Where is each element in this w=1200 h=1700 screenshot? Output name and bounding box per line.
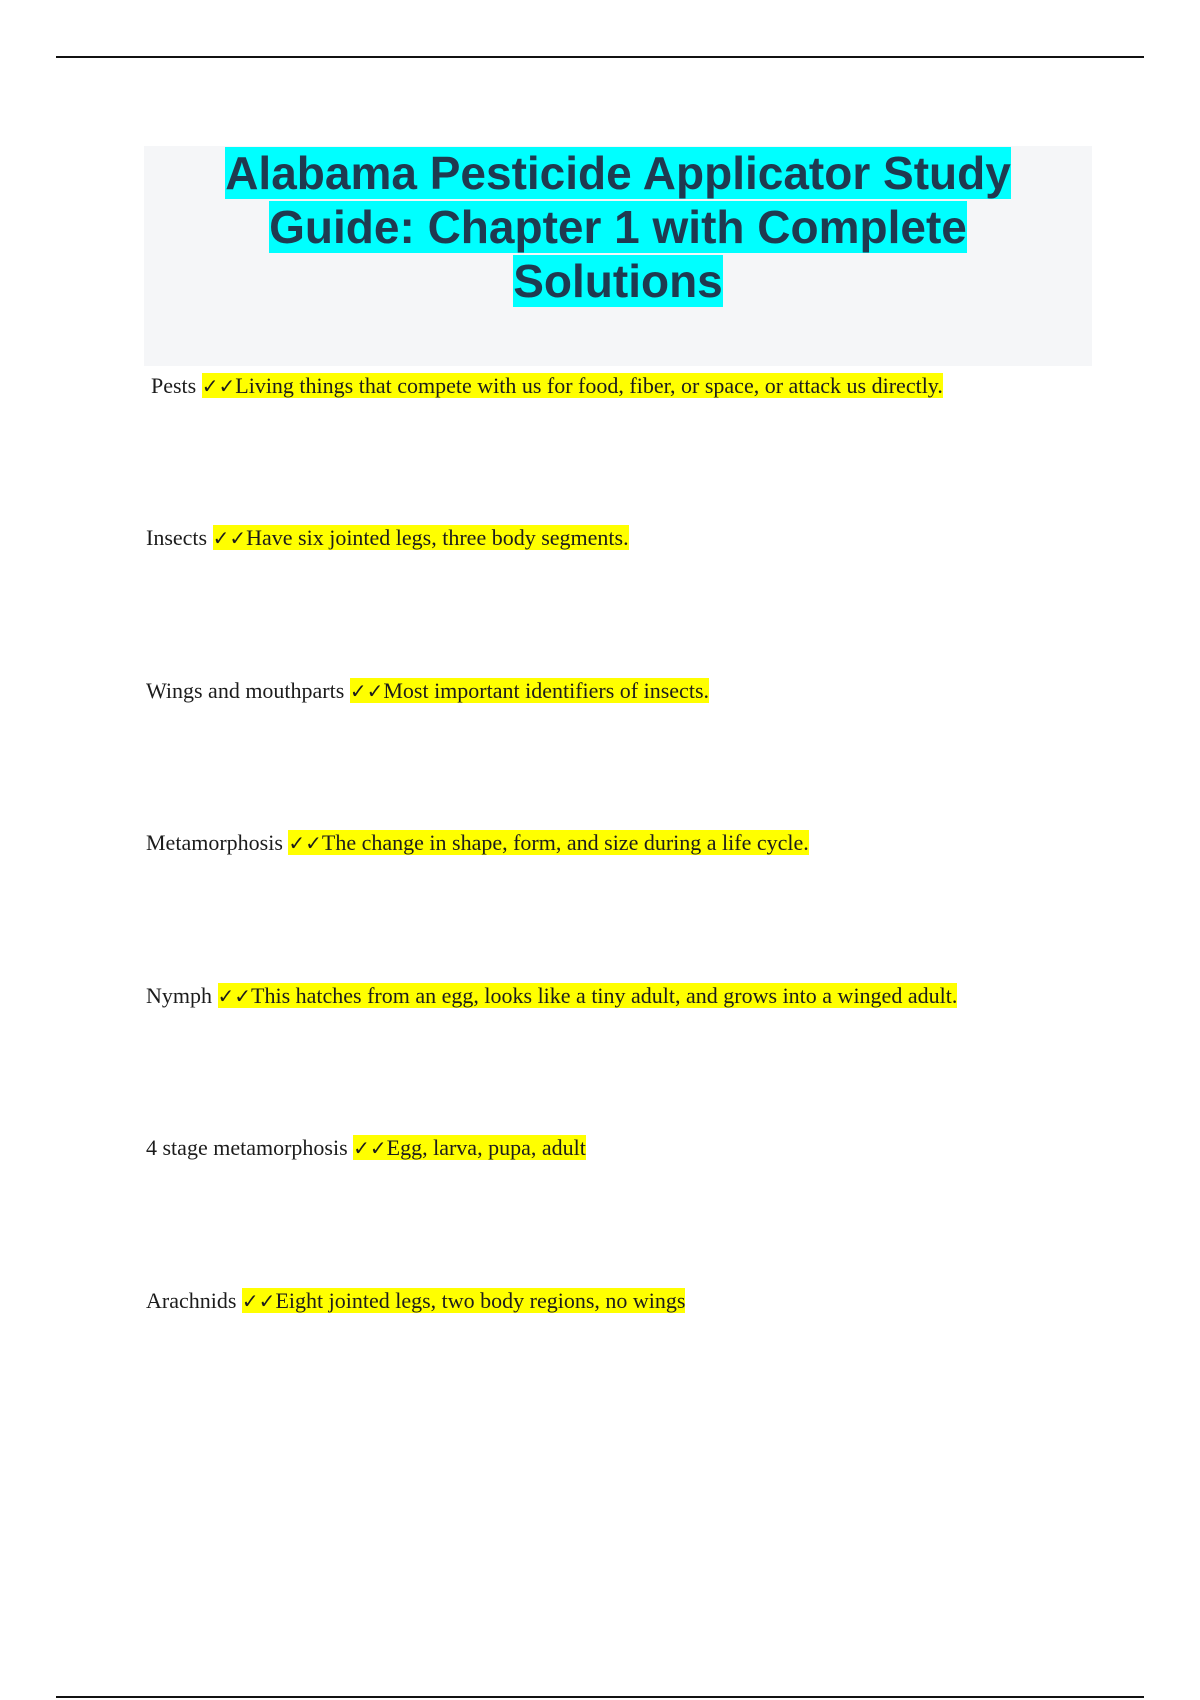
check-icon: ✓✓ <box>212 526 247 550</box>
entry-answer-text: Eight jointed legs, two body regions, no wings <box>275 1288 686 1313</box>
entry-answer-text: The change in shape, form, and size during a life cycle. <box>321 830 809 855</box>
entry-term: Nymph <box>146 983 212 1008</box>
entry-term: 4 stage metamorphosis <box>146 1135 348 1160</box>
entry-answer-text: This hatches from an egg, looks like a tiny adult, and grows into a winged adult. <box>251 983 958 1008</box>
entry-answer <box>242 1288 686 1313</box>
entry-answer-text: Most important identifiers of insects. <box>383 678 709 703</box>
title-line-2: Guide: Chapter 1 with Complete <box>269 201 967 253</box>
page-title <box>221 146 1015 308</box>
check-icon: ✓✓ <box>241 1289 276 1313</box>
entry-answer <box>213 525 629 550</box>
entry-term: Metamorphosis <box>146 830 283 855</box>
entry-arachnids <box>146 1286 685 1316</box>
entry-answer <box>202 373 943 398</box>
entry-wings-mouthparts <box>146 676 709 706</box>
entry-answer <box>218 983 958 1008</box>
check-icon: ✓✓ <box>349 679 384 703</box>
entry-answer <box>288 830 808 855</box>
bottom-rule <box>56 1696 1144 1698</box>
entry-answer <box>350 678 709 703</box>
entry-nymph <box>146 981 957 1011</box>
entry-answer <box>353 1135 586 1160</box>
entry-metamorphosis <box>146 828 809 858</box>
entry-term: Arachnids <box>146 1288 237 1313</box>
check-icon: ✓✓ <box>288 831 322 855</box>
title-block <box>144 146 1092 366</box>
entry-answer-text: Living things that compete with us for food, fiber, or space, or attack us directly. <box>235 373 943 398</box>
check-icon: ✓✓ <box>217 984 252 1008</box>
entry-pests <box>151 371 943 401</box>
title-line-3: Solutions <box>513 255 723 307</box>
entry-answer-text: Have six jointed legs, three body segments. <box>246 525 629 550</box>
entry-insects <box>146 523 629 553</box>
top-rule <box>56 56 1144 58</box>
title-line-1: Alabama Pesticide Applicator Study <box>225 147 1011 199</box>
entry-term: Insects <box>146 525 208 550</box>
entry-term: Wings and mouthparts <box>146 678 345 703</box>
entry-term: Pests <box>151 373 197 398</box>
check-icon: ✓✓ <box>353 1136 387 1160</box>
check-icon: ✓✓ <box>201 374 236 398</box>
entry-answer-text: Egg, larva, pupa, adult <box>386 1135 586 1160</box>
entry-four-stage-metamorphosis <box>146 1133 586 1163</box>
